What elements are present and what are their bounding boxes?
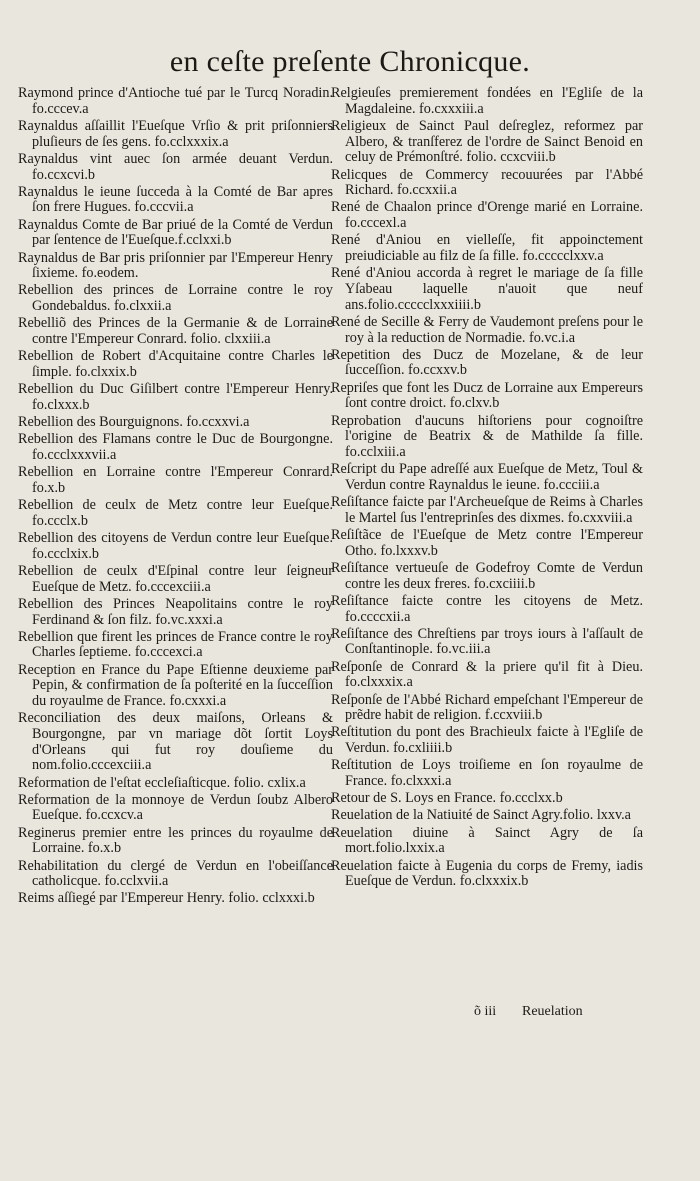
index-entry: Rebellion des citoyens de Verdun contre leur Eueſque. fo.ccclxix.b xyxy=(18,529,333,562)
index-column-right xyxy=(331,86,643,891)
index-entry: Reſiſtance des Chreſtiens par troys iours à l'aſſault de Conſtantinople. fo.vc.iii.a xyxy=(331,625,643,658)
index-entry: Relgieuſes premierement fondées en l'Egliſe de la Magdaleine. fo.cxxxiii.a xyxy=(331,85,643,117)
index-entry: René de Secille & Ferry de Vaudemont preſens pour le roy à la reduction de Normadie. fo.vc.i.a xyxy=(331,313,643,346)
index-entry: Reuelation de la Natiuité de Sainct Agry.folio. lxxv.a xyxy=(331,807,631,824)
index-entry: Raynaldus de Bar pris priſonnier par l'Empereur Henry ſixieme. fo.eodem. xyxy=(18,249,333,282)
index-entry: Reſtitution du pont des Brachieulx faicte à l'Egliſe de Verdun. fo.cxliiii.b xyxy=(331,724,643,757)
index-entry: Raynaldus le ieune ſucceda à la Comté de Bar apres ſon frere Hugues. fo.cccvii.a xyxy=(18,183,333,216)
index-entry: Rehabilitation du clergé de Verdun en l'obeiſſance catholicque. fo.cclxvii.a xyxy=(18,857,333,890)
index-entry: Reims aſſiegé par l'Empereur Henry. folio. cclxxxi.b xyxy=(18,890,315,907)
index-entry: Repriſes que font les Ducz de Lorraine aux Empereurs ſont contre droict. fo.clxv.b xyxy=(331,379,643,412)
index-entry: Reprobation d'aucuns hiſtoriens pour cognoiſtre l'origine de Beatrix & de Mathilde ſa fille. fo.cclxiii.a xyxy=(331,412,643,460)
index-entry: Rebellion de Robert d'Acquitaine contre Charles le ſimple. fo.clxxix.b xyxy=(18,348,333,380)
index-entry: Raynaldus vint auec ſon armée deuant Verdun. fo.ccxcvi.b xyxy=(18,150,333,183)
index-entry: Reſiſtãce de l'Eueſque de Metz contre l'Empereur Otho. fo.lxxxv.b xyxy=(331,526,643,559)
index-entry: Raymond prince d'Antioche tué par le Turcq Noradin. fo.cccev.a xyxy=(18,85,333,117)
index-entry: Raynaldus aſſaillit l'Eueſque Vrſio & prit priſonniers pluſieurs de ſes gens. fo.cclxxxix.a xyxy=(18,117,333,150)
index-entry: Retour de S. Loys en France. fo.ccclxx.b xyxy=(331,790,563,807)
index-entry: Reuelation faicte à Eugenia du corps de Fremy, iadis Eueſque de Verdun. fo.clxxxix.b xyxy=(331,857,643,890)
index-entry: Reformation de l'eſtat eccleſiaſticque. folio. cxlix.a xyxy=(18,774,306,791)
index-entry: Reſponſe de l'Abbé Richard empeſchant l'Empereur de prẽdre habit de religion. f.ccxviii.b xyxy=(331,691,643,724)
page-title: en ceſte preſente Chronicque. xyxy=(169,45,531,78)
index-entry: Rebellion du Duc Giſilbert contre l'Empereur Henry. fo.clxxx.b xyxy=(18,381,333,413)
index-entry: Rebellion de ceulx d'Eſpinal contre leur ſeigneur Eueſque de Metz. fo.cccexciii.a xyxy=(18,562,333,595)
index-entry: Religieux de Sainct Paul deſreglez, reformez par Albero, & tranſferez de l'ordre de Sainct Benoid en celuy de Prémonſtré. folio. ccxcviii.b xyxy=(331,117,643,166)
index-entry: Rebellion des Flamans contre le Duc de Bourgongne. fo.ccclxxxvii.a xyxy=(18,431,333,463)
index-entry: Relicques de Commercy recouurées par l'Abbé Richard. fo.ccxxii.a xyxy=(331,166,643,199)
index-entry: Rebellion que firent les princes de France contre le roy Charles ſeptieme. fo.cccexci.a xyxy=(18,628,333,661)
index-entry: Rebellion des Bourguignons. fo.ccxxvi.a xyxy=(18,414,250,431)
index-entry: Reuelation diuine à Sainct Agry de ſa mort.folio.lxxix.a xyxy=(331,824,643,857)
index-entry: Reconciliation des deux maiſons, Orleans & Bourgongne, par vn mariage dõt ſortit Loys d'Orleans qui fut roy douſieme du nom.folio.cccexciii.a xyxy=(18,710,333,774)
index-entry: Rebellion de ceulx de Metz contre leur Eueſque. fo.ccclx.b xyxy=(18,497,333,529)
index-entry: Raynaldus Comte de Bar priué de la Comté de Verdun par ſentence de l'Eueſque.f.cclxxi.b xyxy=(18,216,333,249)
index-entry: Rebellion des princes de Lorraine contre le roy Gondebaldus. fo.clxxii.a xyxy=(18,282,333,315)
index-entry: Repetition des Ducz de Mozelane, & de leur ſucceſſion. fo.ccxxv.b xyxy=(331,346,643,379)
index-entry: Reſiſtance faicte par l'Archeueſque de Reims à Charles le Martel ſus l'entreprinſes des dixmes. fo.cxxviii.a xyxy=(331,494,643,526)
index-entry: Reginerus premier entre les princes du royaulme de Lorraine. fo.x.b xyxy=(18,824,333,857)
index-entry: Reformation de la monnoye de Verdun ſoubz Albero Eueſque. fo.ccxcv.a xyxy=(18,791,333,824)
signature-mark: õ iii xyxy=(474,1004,497,1019)
index-entry: René d'Aniou en vielleſſe, fit appoinctement preiudiciable au filz de ſa fille. fo.ccccclxxv.a xyxy=(331,232,643,265)
index-entry: Reſtitution de Loys troiſieme en ſon royaulme de France. fo.clxxxi.a xyxy=(331,757,643,790)
index-entry: Reſiſtance faicte contre les citoyens de Metz. fo.ccccxii.a xyxy=(331,592,643,625)
index-entry: René de Chaalon prince d'Orenge marié en Lorraine. fo.cccexl.a xyxy=(331,199,643,232)
catchword: Reuelation xyxy=(522,1004,583,1019)
index-entry: Reſiſtance vertueuſe de Godefroy Comte de Verdun contre les deux freres. fo.cxciiii.b xyxy=(331,559,643,592)
index-entry: Rebelliõ des Princes de la Germanie & de Lorraine contre l'Empereur Conrard. folio. clxxiii.a xyxy=(18,315,333,348)
index-entry: Reception en France du Pape Eſtienne deuxieme par Pepin, & confirmation de ſa poſterité en la ſucceſſion du royaulme de France. fo.cxxxi.a xyxy=(18,661,333,710)
index-entry: René d'Aniou accorda à regret le mariage de ſa fille Yſabeau laquelle n'auoit que neuf ans.folio.ccccclxxxiiii.b xyxy=(331,265,643,313)
index-entry: Reſcript du Pape adreſſé aux Eueſque de Metz, Toul & Verdun contre Raynaldus le ieune. fo.ccciii.a xyxy=(331,461,643,493)
index-entry: Rebellion en Lorraine contre l'Empereur Conrard. fo.x.b xyxy=(18,464,333,496)
index-column-left xyxy=(18,86,333,909)
index-entry: Rebellion des Princes Neapolitains contre le roy Ferdinand & ſon filz. fo.vc.xxxi.a xyxy=(18,595,333,628)
index-entry: Reſponſe de Conrard & la priere qu'il fit à Dieu. fo.clxxxix.a xyxy=(331,658,643,691)
